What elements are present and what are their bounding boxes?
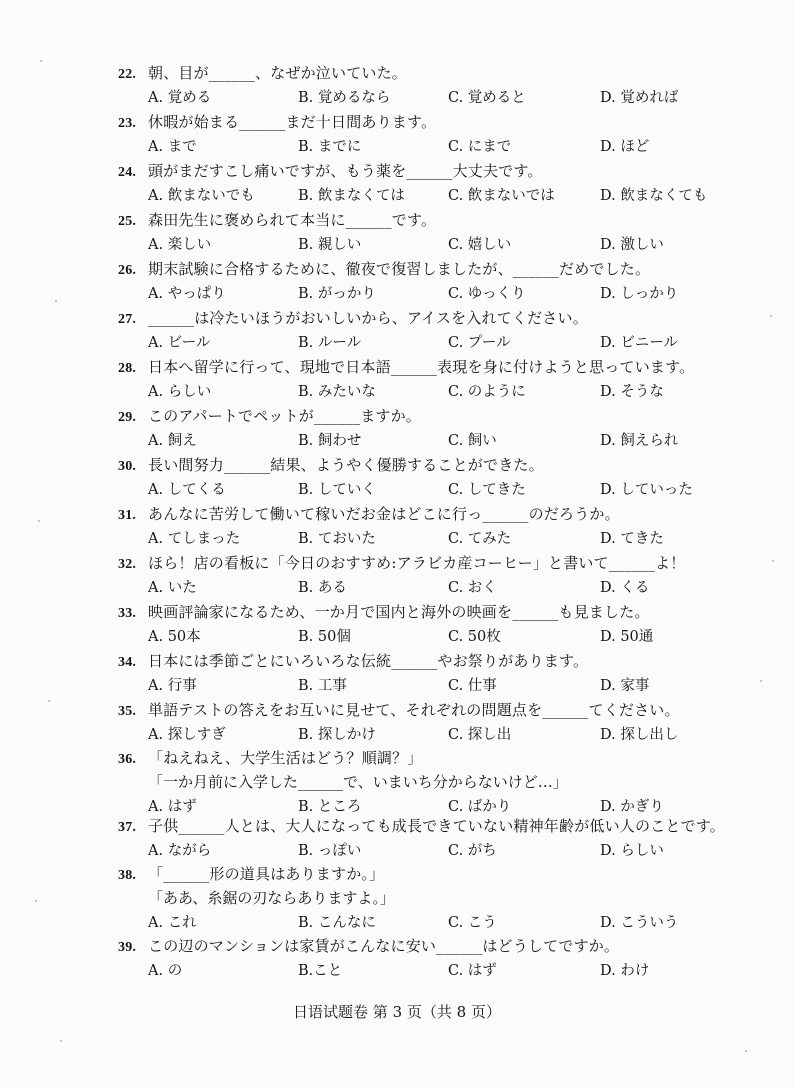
answer-option-b: B. ておいた bbox=[298, 531, 376, 547]
question-stem bbox=[118, 503, 620, 524]
answer-option-c: C. ゆっくり bbox=[448, 286, 526, 302]
answer-option-a: A. これ bbox=[148, 915, 197, 931]
question-stem bbox=[118, 935, 619, 956]
question-text: 朝、目が______、なぜか泣いていた。 bbox=[148, 64, 408, 82]
scan-speck bbox=[40, 60, 42, 62]
question-stem bbox=[118, 356, 694, 377]
question-text: 子供______人とは、大人になっても成長できていない精神年齢が低い人のことです。 bbox=[148, 817, 726, 835]
answer-option-c: C. てみた bbox=[448, 531, 512, 547]
answer-option-a: A. やっぱり bbox=[148, 286, 226, 302]
answer-option-c: C. がち bbox=[448, 843, 497, 859]
question-stem bbox=[118, 650, 588, 671]
answer-option-a: A. 探しすぎ bbox=[148, 727, 226, 743]
answer-option-b: B. ある bbox=[298, 580, 347, 596]
answer-option-b: B. ルール bbox=[298, 335, 362, 351]
question-number: 27. bbox=[118, 312, 137, 327]
answer-option-a: A. の bbox=[148, 963, 183, 979]
answer-option-d: D. 家事 bbox=[600, 678, 650, 694]
answer-option-d: D. 覚めれば bbox=[600, 90, 679, 106]
answer-option-d: D. らしい bbox=[600, 843, 664, 859]
question-text: この辺のマンションは家賃がこんなに安い______はどうしてですか。 bbox=[148, 937, 620, 955]
question-number: 34. bbox=[118, 655, 137, 670]
answer-option-b: B. までに bbox=[298, 139, 362, 155]
question-stem bbox=[118, 699, 680, 720]
scan-speck bbox=[760, 680, 762, 682]
answer-option-c: C. 覚めると bbox=[448, 90, 526, 106]
question-text-line2: 「一か月前に入学した______で、いまいち分からないけど…」 bbox=[148, 773, 568, 791]
question-text-line2: 「ああ、糸鋸の刃ならありますよ。」 bbox=[148, 889, 395, 907]
answer-option-d: D. ビニール bbox=[600, 335, 679, 351]
answer-option-a: A. 行事 bbox=[148, 678, 197, 694]
answer-option-c: C. のように bbox=[448, 384, 526, 400]
answer-option-b: B. 親しい bbox=[298, 237, 362, 253]
answer-option-a: A. してくる bbox=[148, 482, 226, 498]
question-number: 39. bbox=[118, 940, 137, 955]
question-text: 森田先生に褒められて本当に______です。 bbox=[148, 211, 437, 229]
answer-option-d: D. てきた bbox=[600, 531, 664, 547]
answer-option-c: C. にまで bbox=[448, 139, 512, 155]
answer-option-a: A. らしい bbox=[148, 384, 212, 400]
scan-speck bbox=[60, 1040, 62, 1042]
answer-option-c: C. 探し出 bbox=[448, 727, 512, 743]
answer-option-b: B. 50個 bbox=[298, 629, 351, 645]
answer-option-d: D. くる bbox=[600, 580, 650, 596]
answer-option-d: D. そうな bbox=[600, 384, 664, 400]
answer-option-b: B. ところ bbox=[298, 799, 362, 815]
question-text: 休暇が始まる______まだ十日間あります。 bbox=[148, 113, 437, 131]
question-stem bbox=[118, 815, 725, 836]
answer-option-c: C. 嬉しい bbox=[448, 237, 512, 253]
answer-option-b: B. 工事 bbox=[298, 678, 347, 694]
question-number: 37. bbox=[118, 820, 137, 835]
answer-option-a: A. はず bbox=[148, 799, 197, 815]
question-number: 38. bbox=[118, 868, 137, 883]
answer-option-d: D. 飲まなくても bbox=[600, 188, 708, 204]
question-stem bbox=[118, 552, 685, 573]
question-number: 23. bbox=[118, 116, 137, 131]
question-number: 33. bbox=[118, 606, 137, 621]
answer-option-a: A. てしまった bbox=[148, 531, 241, 547]
question-number: 26. bbox=[118, 263, 137, 278]
page-footer: 日语试题卷 第 3 页（共 8 页） bbox=[293, 1003, 501, 1021]
question-stem bbox=[118, 209, 436, 230]
answer-option-c: C. 50枚 bbox=[448, 629, 501, 645]
answer-option-c: C. おく bbox=[448, 580, 497, 596]
question-text: 「ねえねえ、大学生活はどう？順調？」 bbox=[148, 749, 423, 767]
question-stem bbox=[118, 258, 650, 279]
answer-option-a: A. 覚める bbox=[148, 90, 212, 106]
answer-option-d: D. していった bbox=[600, 482, 693, 498]
answer-option-b: B. こんなに bbox=[298, 915, 376, 931]
answer-option-a: A. 楽しい bbox=[148, 237, 212, 253]
answer-option-a: A. 50本 bbox=[148, 629, 201, 645]
answer-option-d: D. しっかり bbox=[600, 286, 679, 302]
answer-option-b: B. みたいな bbox=[298, 384, 376, 400]
scan-speck bbox=[55, 300, 57, 302]
question-stem bbox=[118, 62, 407, 83]
question-text: 映画評論家になるため、一か月で国内と海外の映画を______も見ました。 bbox=[148, 603, 650, 621]
answer-option-b: B. がっかり bbox=[298, 286, 376, 302]
answer-option-b: B. 探しかけ bbox=[298, 727, 376, 743]
answer-option-b: B. 飲まなくては bbox=[298, 188, 405, 204]
answer-option-d: D. こういう bbox=[600, 915, 679, 931]
question-text: 頭がまだすこし痛いですが、もう薬を______大丈夫です。 bbox=[148, 162, 543, 180]
answer-option-b: B. 覚めるなら bbox=[298, 90, 391, 106]
question-text: 長い間努力______結果、ようやく優勝することができた。 bbox=[148, 456, 544, 474]
answer-option-a: A. まで bbox=[148, 139, 197, 155]
scan-speck bbox=[48, 700, 50, 702]
question-number: 22. bbox=[118, 67, 137, 82]
answer-option-c: C. こう bbox=[448, 915, 497, 931]
answer-option-a: A. ながら bbox=[148, 843, 212, 859]
question-text: このアパートでペットが______ますか。 bbox=[148, 407, 422, 425]
question-text: ______は冷たいほうがおいしいから、アイスを入れてください。 bbox=[148, 309, 588, 327]
scan-speck bbox=[35, 900, 37, 902]
answer-option-b: B.こと bbox=[298, 963, 343, 979]
question-number: 29. bbox=[118, 410, 137, 425]
answer-option-c: C. してきた bbox=[448, 482, 526, 498]
answer-option-a: A. ビール bbox=[148, 335, 211, 351]
answer-option-a: A. いた bbox=[148, 580, 197, 596]
question-stem bbox=[118, 747, 423, 768]
answer-option-b: B. していく bbox=[298, 482, 376, 498]
question-number: 28. bbox=[118, 361, 137, 376]
answer-option-d: D. わけ bbox=[600, 963, 650, 979]
answer-option-a: A. 飼え bbox=[148, 433, 197, 449]
question-stem bbox=[118, 601, 650, 622]
answer-option-d: D. 飼えられ bbox=[600, 433, 679, 449]
answer-option-d: D. 激しい bbox=[600, 237, 664, 253]
question-stem bbox=[118, 863, 384, 884]
question-number: 25. bbox=[118, 214, 137, 229]
question-stem bbox=[118, 405, 421, 426]
answer-option-c: C. プール bbox=[448, 335, 511, 351]
question-number: 32. bbox=[118, 557, 137, 572]
question-text: 「______形の道具はありますか。」 bbox=[148, 865, 385, 883]
question-number: 24. bbox=[118, 165, 137, 180]
answer-option-c: C. ばかり bbox=[448, 799, 512, 815]
answer-option-d: D. 探し出し bbox=[600, 727, 679, 743]
question-text: 単語テストの答えをお互いに見せて、それぞれの問題点を______てください。 bbox=[148, 701, 680, 719]
question-text: あんなに苦労して働いて稼いだお金はどこに行っ______のだろうか。 bbox=[148, 505, 620, 523]
answer-option-d: D. かぎり bbox=[600, 799, 664, 815]
answer-option-b: B. 飼わせ bbox=[298, 433, 362, 449]
answer-option-c: C. はず bbox=[448, 963, 497, 979]
scan-speck bbox=[745, 1050, 747, 1052]
question-number: 30. bbox=[118, 459, 137, 474]
question-text: 日本には季節ごとにいろいろな伝統______やお祭りがあります。 bbox=[148, 652, 589, 670]
answer-option-d: D. ほど bbox=[600, 139, 650, 155]
scan-speck bbox=[772, 560, 774, 562]
question-stem bbox=[118, 307, 588, 328]
scan-speck bbox=[38, 520, 40, 522]
question-text: ほら！店の看板に「今日のおすすめ:アラビカ産コーヒー」と書いて______よ！ bbox=[148, 554, 686, 572]
answer-option-a: A. 飲まないでも bbox=[148, 188, 255, 204]
question-text: 日本へ留学に行って、現地で日本語______表現を身に付けようと思っています。 bbox=[148, 358, 695, 376]
question-stem bbox=[118, 454, 544, 475]
answer-option-d: D. 50通 bbox=[600, 629, 654, 645]
answer-option-c: C. 仕事 bbox=[448, 678, 497, 694]
question-number: 36. bbox=[118, 752, 137, 767]
answer-option-c: C. 飲まないでは bbox=[448, 188, 555, 204]
question-stem bbox=[118, 160, 543, 181]
question-number: 35. bbox=[118, 704, 137, 719]
question-stem bbox=[118, 111, 436, 132]
question-text: 期末試験に合格するために、徹夜で復習しましたが、______だめでした。 bbox=[148, 260, 651, 278]
answer-option-c: C. 飼い bbox=[448, 433, 497, 449]
question-number: 31. bbox=[118, 508, 137, 523]
scan-speck bbox=[770, 315, 772, 317]
answer-option-b: B. っぽい bbox=[298, 843, 362, 859]
